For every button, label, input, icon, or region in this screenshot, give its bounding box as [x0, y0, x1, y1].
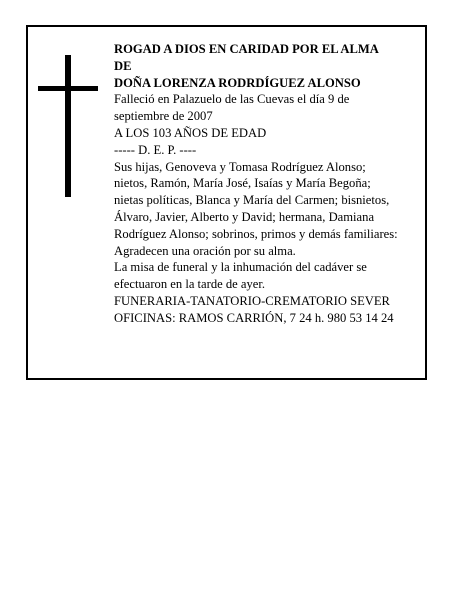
notice-line-death-date: septiembre de 2007	[114, 109, 213, 124]
notice-line-family-5: Rodríguez Alonso; sobrinos, primos y demás familiares:	[114, 226, 398, 241]
cross-horizontal-bar	[38, 86, 98, 91]
notice-line-deceased-name: DOÑA LORENZA RODRDÍGUEZ ALONSO	[114, 75, 361, 90]
notice-line-family-1: Sus hijas, Genoveva y Tomasa Rodríguez Alonso;	[114, 159, 366, 174]
notice-line-thanks: Agradecen una oración por su alma.	[114, 243, 296, 258]
notice-line-funeral-home: FUNERARIA-TANATORIO-CREMATORIO SEVER	[114, 293, 390, 308]
obituary-notice	[26, 25, 427, 380]
notice-line-de: DE	[114, 58, 132, 73]
cross-icon	[38, 55, 98, 197]
notice-line-offices: OFICINAS: RAMOS CARRIÓN, 7 24 h. 980 53 14 24	[114, 310, 394, 325]
notice-line-dep: ----- D. E. P. ----	[114, 142, 197, 157]
notice-line-age: A LOS 103 AÑOS DE EDAD	[114, 125, 267, 140]
notice-line-death-place: Falleció en Palazuelo de las Cuevas el día 9 de	[114, 92, 350, 107]
notice-line-funeral-2: efectuaron en la tarde de ayer.	[114, 277, 266, 292]
notice-line-family-4: Álvaro, Javier, Alberto y David; hermana, Damiana	[114, 209, 375, 224]
notice-line-family-3: nietas políticas, Blanca y María del Carmen; bisnietos,	[114, 193, 390, 208]
notice-line-family-2: nietos, Ramón, María José, Isaías y María Begoña;	[114, 176, 371, 191]
notice-line-funeral-1: La misa de funeral y la inhumación del cadáver se	[114, 260, 367, 275]
cross-vertical-bar	[65, 55, 71, 197]
notice-text	[114, 41, 426, 327]
notice-line-heading: ROGAD A DIOS EN CARIDAD POR EL ALMA	[114, 42, 379, 56]
